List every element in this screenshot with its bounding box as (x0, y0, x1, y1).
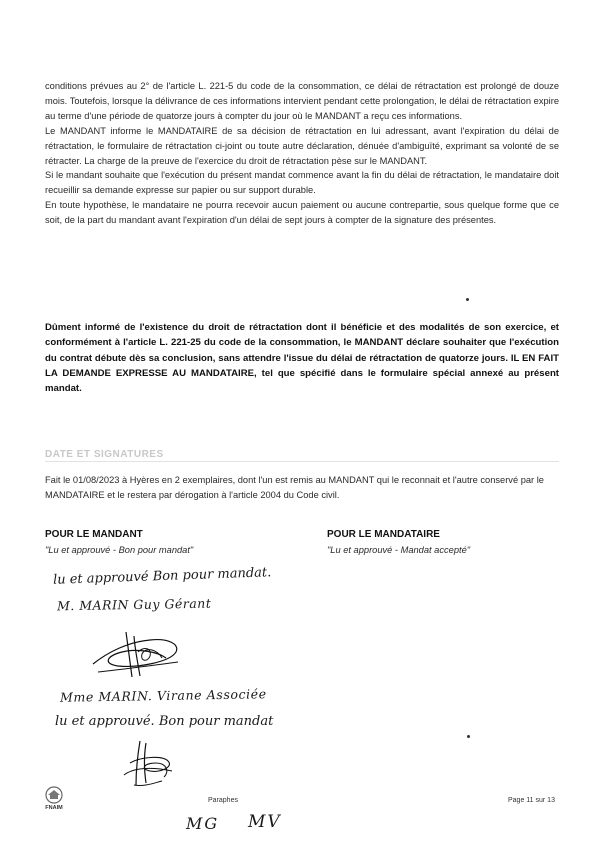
signature-1 (88, 622, 188, 682)
fait-line: Fait le 01/08/2023 à Hyères en 2 exemplaires, dont l'un est remis au MANDANT qui le reconnait et l'autre conservé par le MANDATAIRE et le restera par dérogation à l'article 2004 du Code civil. (45, 475, 544, 500)
mandant-approval: "Lu et approuvé - Bon pour mandat" (45, 545, 194, 555)
paraphes-label: Paraphes (208, 797, 238, 804)
mandant-heading: POUR LE MANDANT (45, 529, 143, 540)
bold-declaration: Dûment informé de l'existence du droit de rétractation dont il bénéficie et des modalités de son exercice, et conformément à l'article L. 221-25 du code de la consommation, le MANDANT déclare souhaiter que l'exécution du contrat débute dès sa conclusion, sans attendre l'issue du délai de rétractation de quatorze jours. IL EN FAIT LA DEMANDE EXPRESSE AU MANDATAIRE, tel que spécifié dans le formulaire spécial annexé au présent mandat. (45, 322, 559, 395)
fnaim-logo-text: FNAIM (45, 805, 63, 811)
page-number: Page 11 sur 13 (508, 797, 555, 804)
paragraph-execution: Si le mandant souhaite que l'exécution du présent mandat commence avant la fin du délai de rétractation, le mandataire doit recueillir sa demande expresse sur papier ou sur support durable. (45, 170, 559, 196)
mandataire-heading: POUR LE MANDATAIRE (327, 529, 440, 540)
handwritten-name-2: Mme MARIN. Virane Associée (59, 686, 267, 705)
signature-2 (110, 737, 200, 792)
mandataire-approval: "Lu et approuvé - Mandat accepté" (327, 545, 471, 555)
section-divider (45, 461, 559, 462)
initials-1: MG (186, 814, 220, 833)
handwritten-approval-2: lu et approuvé. Bon pour mandat (55, 714, 274, 729)
retractation-text (45, 79, 559, 228)
initials-2: MV (248, 812, 282, 832)
handwritten-name-1: M. MARIN Guy Gérant (56, 595, 212, 614)
fnaim-logo (40, 785, 68, 811)
paragraph-informe: Le MANDANT informe le MANDATAIRE de sa décision de rétractation en lui adressant, avant l'expiration du délai de rétractation, le formulaire de rétractation ci-joint ou toute autre déclaration, dénuée d'ambiguïté, exprimant sa volonté de se rétracter. La charge de la preuve de l'exercice du droit de rétractation pèse sur le MANDANT. (45, 125, 559, 166)
stray-mark (466, 298, 469, 301)
handwritten-approval-1: lu et approuvé Bon pour mandat. (52, 565, 272, 588)
paragraph-paiement: En toute hypothèse, le mandataire ne pourra recevoir aucun paiement ou aucune contrepartie, sous quelque forme que ce soit, de la part du mandant avant l'expiration d'un délai de sept jours à compter de la signature des présentes. (45, 200, 559, 226)
paragraph-prolongation: conditions prévues au 2° de l'article L. 221-5 du code de la consommation, ce délai de rétractation est prolongé de douze mois. Toutefois, lorsque la délivrance de ces informations intervient pendant cette prolongation, le délai de rétractation expire au terme d'une période de quatorze jours à compter du jour où le MANDANT a reçu ces informations. (45, 81, 559, 121)
section-title: DATE ET SIGNATURES (45, 449, 164, 460)
stray-mark-2 (467, 735, 470, 738)
